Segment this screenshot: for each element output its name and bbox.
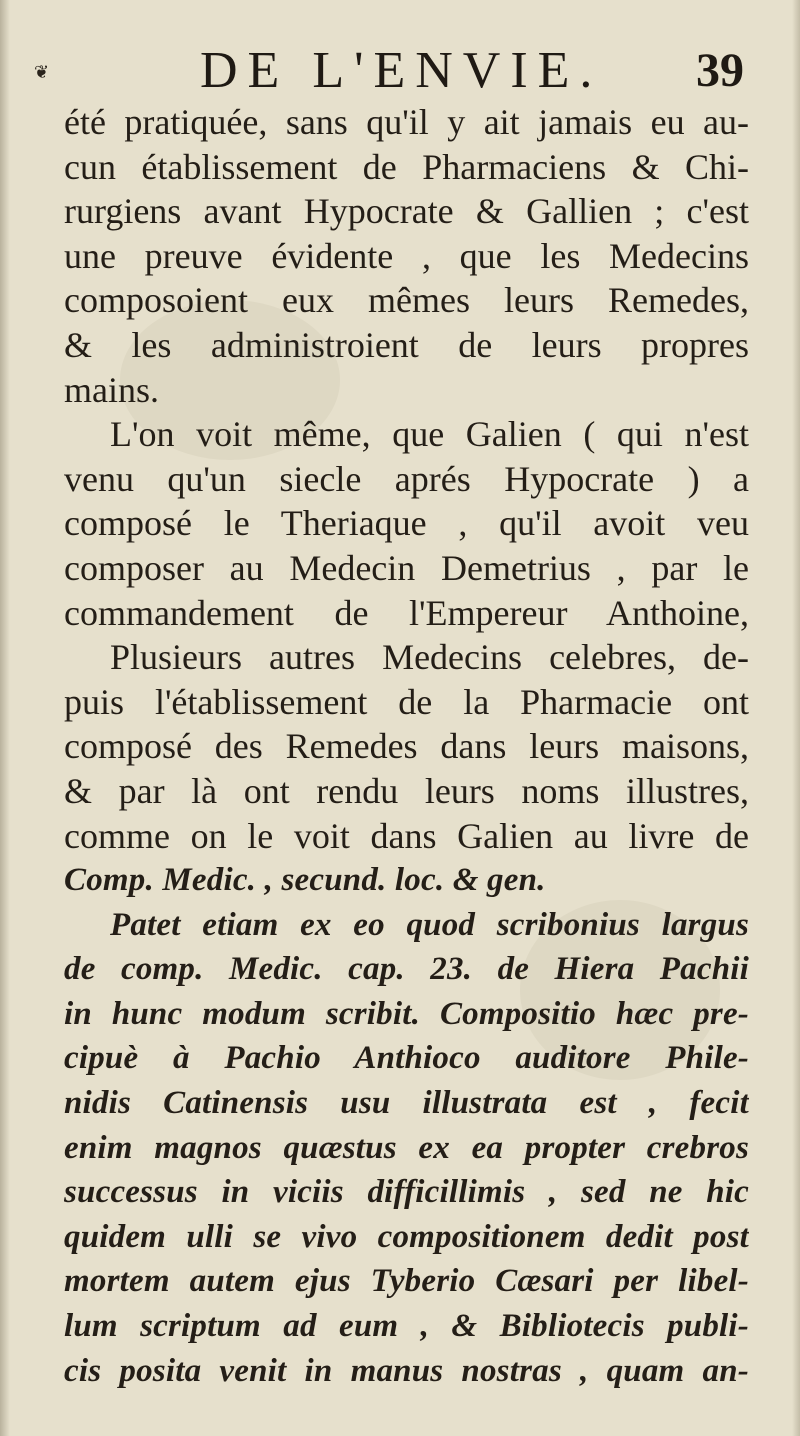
text-line: mains. xyxy=(64,369,159,410)
text-line: cipuè à Pachio Anthioco auditore Phile- xyxy=(64,1040,749,1077)
running-head: DE L'ENVIE. xyxy=(200,42,603,99)
text-line: composé des Remedes dans leurs maisons, xyxy=(64,726,749,767)
text-line: composé le Theriaque , qu'il avoit veu xyxy=(64,503,749,544)
text-line: été pratiquée, sans qu'il y ait jamais eu au- xyxy=(64,102,749,142)
text-line: L'on voit même, que Galien ( qui n'est xyxy=(110,414,749,455)
page-number: 39 xyxy=(696,44,744,97)
text-line: rurgiens avant Hypocrate & Gallien ; c'est xyxy=(64,191,749,232)
text-line: & par là ont rendu leurs noms illustres, xyxy=(64,770,749,811)
text-line: une preuve évidente , que les Medecins xyxy=(64,235,749,276)
text-line: cun établissement de Pharmaciens & Chi- xyxy=(64,146,749,187)
text-line: in hunc modum scribit. Compositio hæc pre- xyxy=(64,995,749,1032)
text-line: nidis Catinensis usu illustrata est , fecit xyxy=(64,1085,749,1122)
body-text xyxy=(64,100,749,1393)
text-line: composoient eux mêmes leurs Remedes, xyxy=(64,280,749,321)
text-line: Comp. Medic. , secund. loc. & gen. xyxy=(64,862,546,899)
page-header xyxy=(0,40,800,102)
text-line: successus in viciis difficillimis , sed ne hic xyxy=(64,1174,749,1211)
text-line: mortem autem ejus Tyberio Cæsari per libel- xyxy=(64,1263,749,1300)
text-line: Plusieurs autres Medecins celebres, de- xyxy=(110,637,749,678)
text-line: venu qu'un siecle aprés Hypocrate ) a xyxy=(64,458,749,499)
page-left-edge xyxy=(0,0,10,1436)
text-line: commandement de l'Empereur Anthoine, xyxy=(64,592,749,633)
text-line: de comp. Medic. cap. 23. de Hiera Pachii xyxy=(64,951,749,988)
text-line: Patet etiam ex eo quod scribonius largus xyxy=(110,906,749,943)
ornament-icon: ❦ xyxy=(34,62,50,83)
text-line: puis l'établissement de la Pharmacie ont xyxy=(64,681,749,722)
text-line: lum scriptum ad eum , & Bibliotecis publi- xyxy=(64,1308,749,1345)
text-line: comme on le voit dans Galien au livre de xyxy=(64,815,749,856)
text-line: & les administroient de leurs propres xyxy=(64,324,749,365)
text-line: enim magnos quæstus ex ea propter crebros xyxy=(64,1129,749,1166)
text-line: composer au Medecin Demetrius , par le xyxy=(64,547,749,588)
page-right-edge xyxy=(792,0,800,1436)
text-line: cis posita venit in manus nostras , quam an- xyxy=(64,1352,749,1389)
text-line: quidem ulli se vivo compositionem dedit post xyxy=(64,1218,749,1255)
